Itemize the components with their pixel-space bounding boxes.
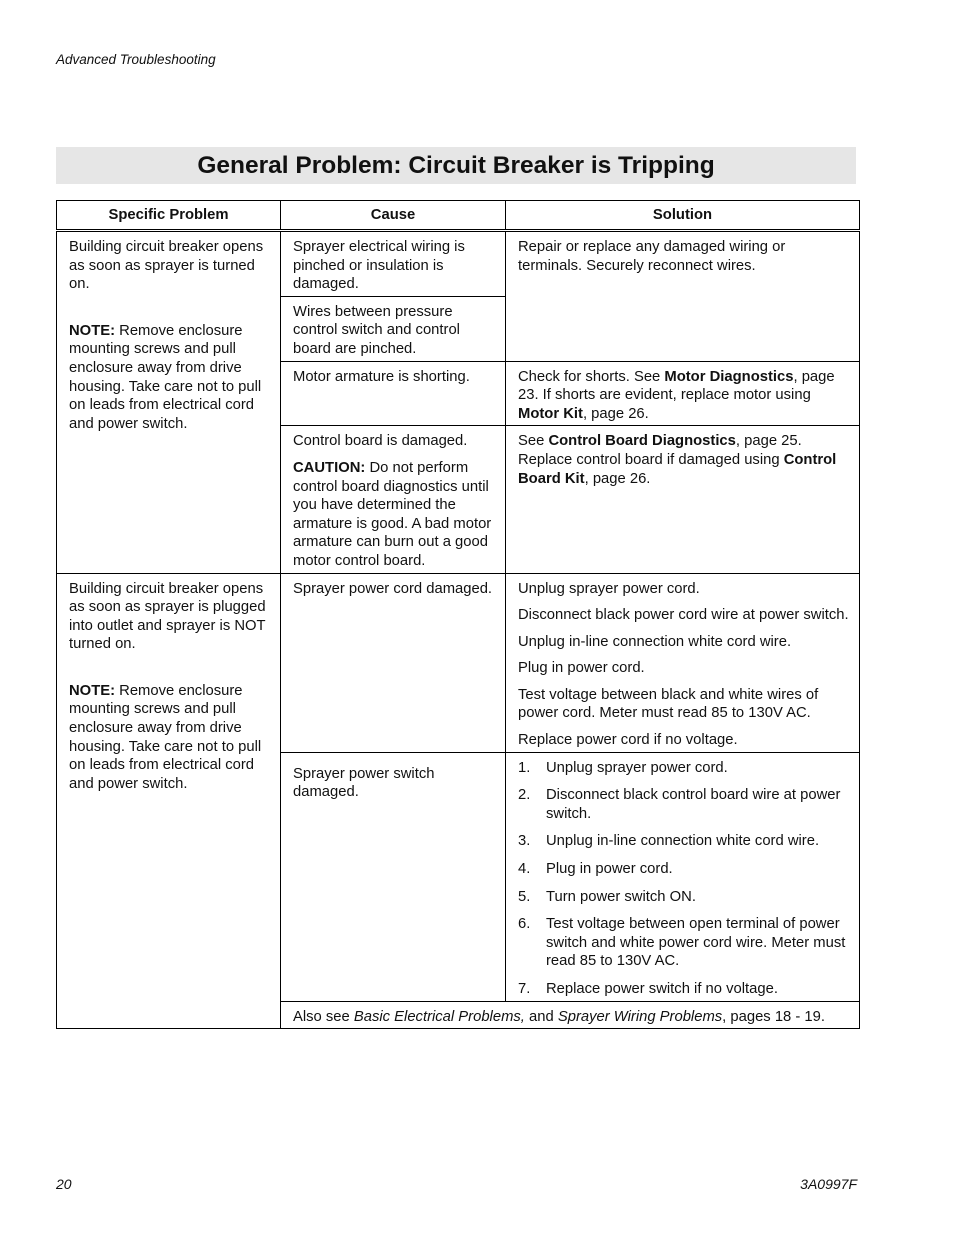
step-number: 3. <box>518 833 531 850</box>
note-label: NOTE: <box>69 322 116 339</box>
cross-reference: Motor Diagnostics <box>664 368 794 385</box>
cause-text: Control board is damaged. <box>293 433 468 450</box>
solution-cell <box>506 573 860 752</box>
step-number: 5. <box>518 888 531 905</box>
step-text: Turn power switch ON. <box>546 888 696 905</box>
solution-text: , page 25. Replace control board if damaged using <box>518 433 802 468</box>
caution-text: Do not perform control board diagnostics until you have determined the armature is good. A bad motor armature can burn out a good motor control board. <box>293 459 492 569</box>
step-number: 6. <box>518 916 531 933</box>
step-number: 2. <box>518 787 531 804</box>
note-label: NOTE: <box>69 682 116 699</box>
problem-note <box>69 682 274 794</box>
see-also-text: Also see <box>293 1008 354 1025</box>
note-text: Remove enclosure mounting screws and pull enclosure away from drive housing. Take care not to pull on leads from electrical cord and power switch. <box>69 682 262 792</box>
section-title-bar <box>56 147 856 184</box>
solution-step: Disconnect black power cord wire at power switch. <box>518 607 849 624</box>
specific-problem-cell <box>57 573 281 1029</box>
list-item <box>518 860 853 879</box>
document-number: 3A0997F <box>800 1176 857 1192</box>
solution-text: , page 26. <box>584 470 651 487</box>
running-head: Advanced Troubleshooting <box>56 52 216 67</box>
cause-cell: Sprayer power switch damaged. <box>281 752 506 1001</box>
solution-text: , page 26. <box>582 405 649 422</box>
column-header-specific-problem: Specific Problem <box>57 201 281 231</box>
numbered-steps <box>518 759 853 999</box>
specific-problem-cell <box>57 231 281 574</box>
problem-text: Building circuit breaker opens as soon as sprayer is plugged into outlet and sprayer is NOT turned on. <box>69 580 266 653</box>
solution-text: See <box>518 433 549 450</box>
cause-cell: Motor armature is shorting. <box>281 361 506 426</box>
list-item <box>518 888 853 907</box>
table-header-row <box>57 201 860 231</box>
solution-cell: Repair or replace any damaged wiring or terminals. Securely reconnect wires. <box>506 231 860 362</box>
see-also-text: and <box>524 1008 558 1025</box>
problem-note <box>69 322 274 434</box>
solution-text: Check for shorts. See <box>518 368 665 385</box>
step-text: Test voltage between open terminal of power switch and white power cord wire. Meter must read 85 to 130V AC. <box>546 916 846 970</box>
solution-cell <box>506 361 860 426</box>
step-text: Plug in power cord. <box>546 861 673 878</box>
list-item <box>518 980 853 999</box>
cross-reference: Sprayer Wiring Problems <box>557 1008 723 1025</box>
list-item <box>518 759 853 778</box>
list-item <box>518 786 853 823</box>
step-number: 1. <box>518 759 531 776</box>
step-text: Unplug in-line connection white cord wire. <box>546 833 820 850</box>
step-text: Unplug sprayer power cord. <box>546 759 728 776</box>
solution-cell <box>506 426 860 573</box>
see-also-text: , pages 18 - 19. <box>722 1008 825 1025</box>
note-text: Remove enclosure mounting screws and pull enclosure away from drive housing. Take care not to pull on leads from electrical cord and power switch. <box>69 322 262 432</box>
solution-text: , page 23. If shorts are evident, replace motor using <box>518 368 835 404</box>
cause-cell: Sprayer power cord damaged. <box>281 573 506 752</box>
caution-label: CAUTION: <box>293 459 366 476</box>
cross-reference: Control Board Kit <box>518 451 837 487</box>
solution-step: Unplug sprayer power cord. <box>518 580 700 597</box>
step-number: 7. <box>518 981 531 997</box>
problem-text: Building circuit breaker opens as soon as sprayer is turned on. <box>69 239 264 293</box>
cause-cell: Wires between pressure control switch and control board are pinched. <box>281 296 506 361</box>
solution-step: Plug in power cord. <box>518 660 645 677</box>
table-row <box>57 573 860 752</box>
solution-step: Unplug in-line connection white cord wire. <box>518 633 792 650</box>
solution-cell <box>506 752 860 1001</box>
list-item <box>518 915 853 971</box>
page-number: 20 <box>56 1176 72 1192</box>
column-header-solution: Solution <box>506 201 860 231</box>
page-title: General Problem: Circuit Breaker is Tripping <box>197 152 715 179</box>
step-text: Replace power switch if no voltage. <box>546 981 778 997</box>
caution-note <box>293 459 499 571</box>
see-also-note <box>281 1001 860 1029</box>
solution-step: Replace power cord if no voltage. <box>518 732 738 749</box>
table-row <box>57 231 860 297</box>
cause-cell <box>281 426 506 573</box>
list-item <box>518 832 853 851</box>
cross-reference: Basic Electrical Problems, <box>353 1008 525 1025</box>
solution-step: Test voltage between black and white wires of power cord. Meter must read 85 to 130V AC. <box>518 686 819 722</box>
troubleshooting-table <box>56 200 860 1029</box>
column-header-cause: Cause <box>281 201 506 231</box>
step-number: 4. <box>518 861 531 878</box>
cause-cell: Sprayer electrical wiring is pinched or insulation is damaged. <box>281 231 506 297</box>
cross-reference: Motor Kit <box>518 405 583 422</box>
cross-reference: Control Board Diagnostics <box>548 433 736 450</box>
step-text: Disconnect black control board wire at power switch. <box>546 787 841 822</box>
